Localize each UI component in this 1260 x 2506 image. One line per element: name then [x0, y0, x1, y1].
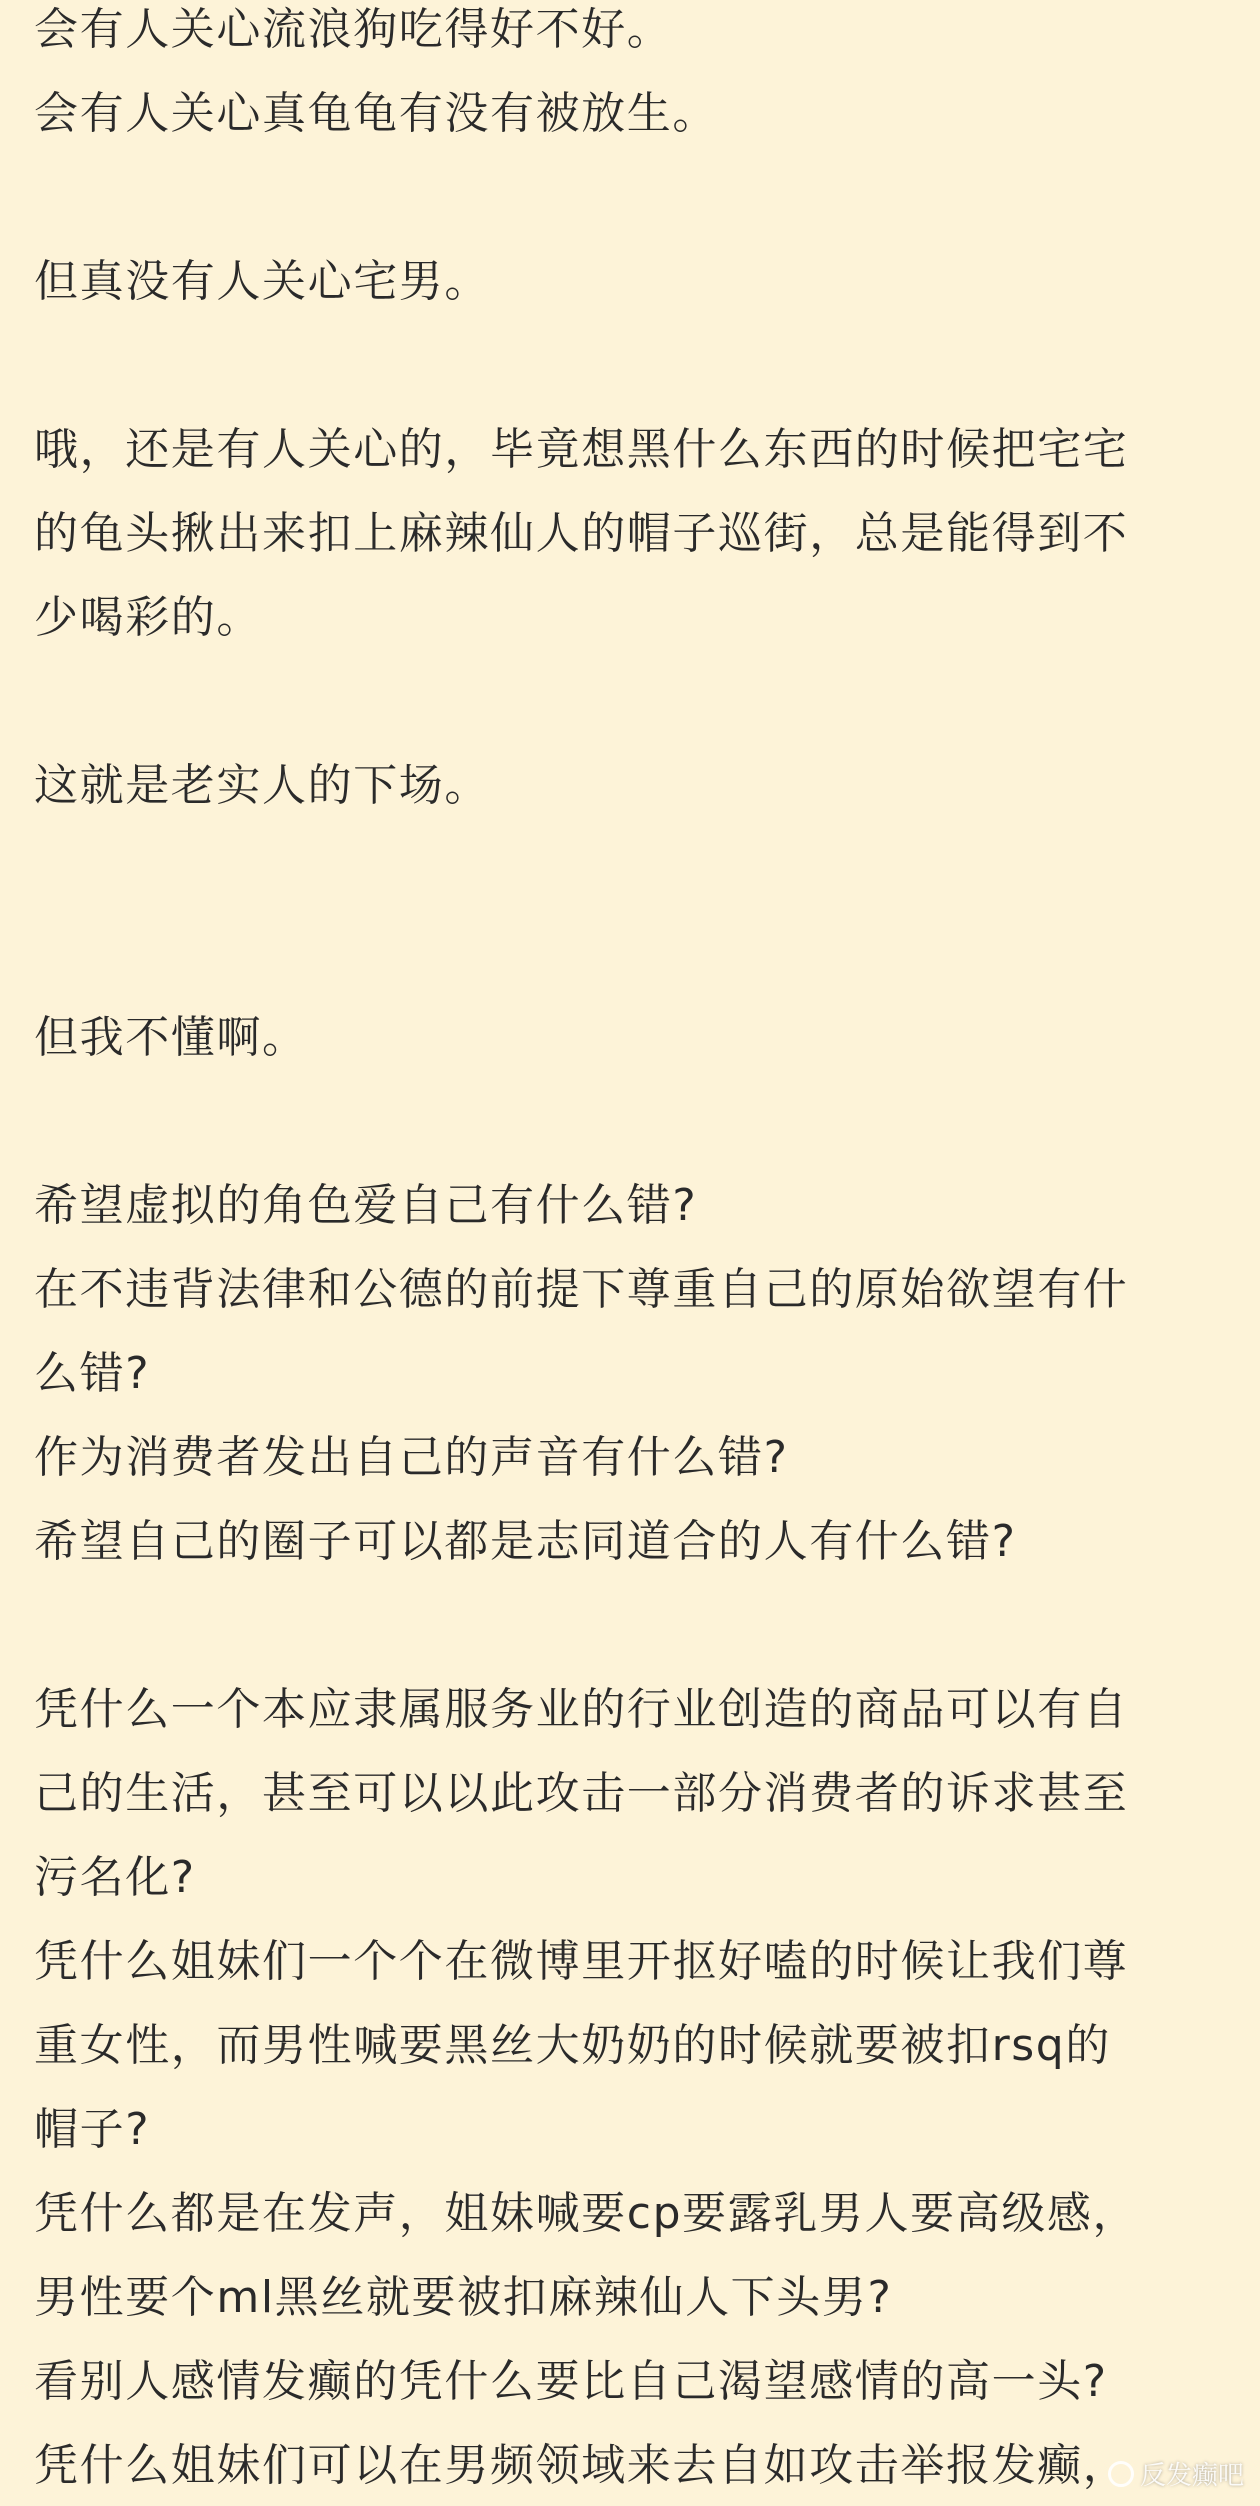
text-line: 凭什么姐妹们一个个在微博里开抠好嗑的时候让我们尊	[34, 1936, 1129, 1987]
text-line: 会有人关心流浪狗吃得好不好。	[34, 4, 673, 55]
text-line: 己的生活，甚至可以以此攻击一部分消费者的诉求甚至	[34, 1768, 1129, 1819]
text-line: 么错?	[34, 1348, 151, 1399]
text-line: 凭什么一个本应隶属服务业的行业创造的商品可以有自	[34, 1684, 1129, 1735]
text-line: 在不违背法律和公德的前提下尊重自己的原始欲望有什	[34, 1264, 1129, 1315]
text-line: 帽子?	[34, 2104, 151, 2155]
tieba-logo-icon	[1108, 2461, 1134, 2487]
text-line: 重女性，而男性喊要黑丝大奶奶的时候就要被扣rsq的	[34, 2020, 1111, 2071]
text-line: 凭什么都是在发声，姐妹喊要cp要露乳男人要高级感，	[34, 2188, 1139, 2239]
text-line: 的龟头揪出来扣上麻辣仙人的帽子巡街，总是能得到不	[34, 508, 1129, 559]
text-line: 凭什么姐妹们可以在男频领域来去自如攻击举报发癫，	[34, 2440, 1129, 2491]
text-line: 希望虚拟的角色爱自己有什么错?	[34, 1180, 698, 1231]
text-line: 会有人关心真龟龟有没有被放生。	[34, 88, 718, 139]
watermark	[1108, 2455, 1244, 2492]
text-line: 哦，还是有人关心的，毕竟想黑什么东西的时候把宅宅	[34, 424, 1129, 475]
text-line: 看别人感情发癫的凭什么要比自己渴望感情的高一头?	[34, 2356, 1108, 2407]
text-line: 作为消费者发出自己的声音有什么错?	[34, 1432, 789, 1483]
text-line: 男性要个ml黑丝就要被扣麻辣仙人下头男?	[34, 2272, 893, 2323]
text-line: 少喝彩的。	[34, 592, 262, 643]
text-line: 这就是老实人的下场。	[34, 760, 490, 811]
text-line: 但真没有人关心宅男。	[34, 256, 490, 307]
text-line: 希望自己的圈子可以都是志同道合的人有什么错?	[34, 1516, 1017, 1567]
text-line: 污名化?	[34, 1852, 196, 1903]
post-body	[34, 0, 1234, 2506]
watermark-text: 反发癫吧	[1139, 2461, 1244, 2491]
text-line: 但我不懂啊。	[34, 1012, 308, 1063]
